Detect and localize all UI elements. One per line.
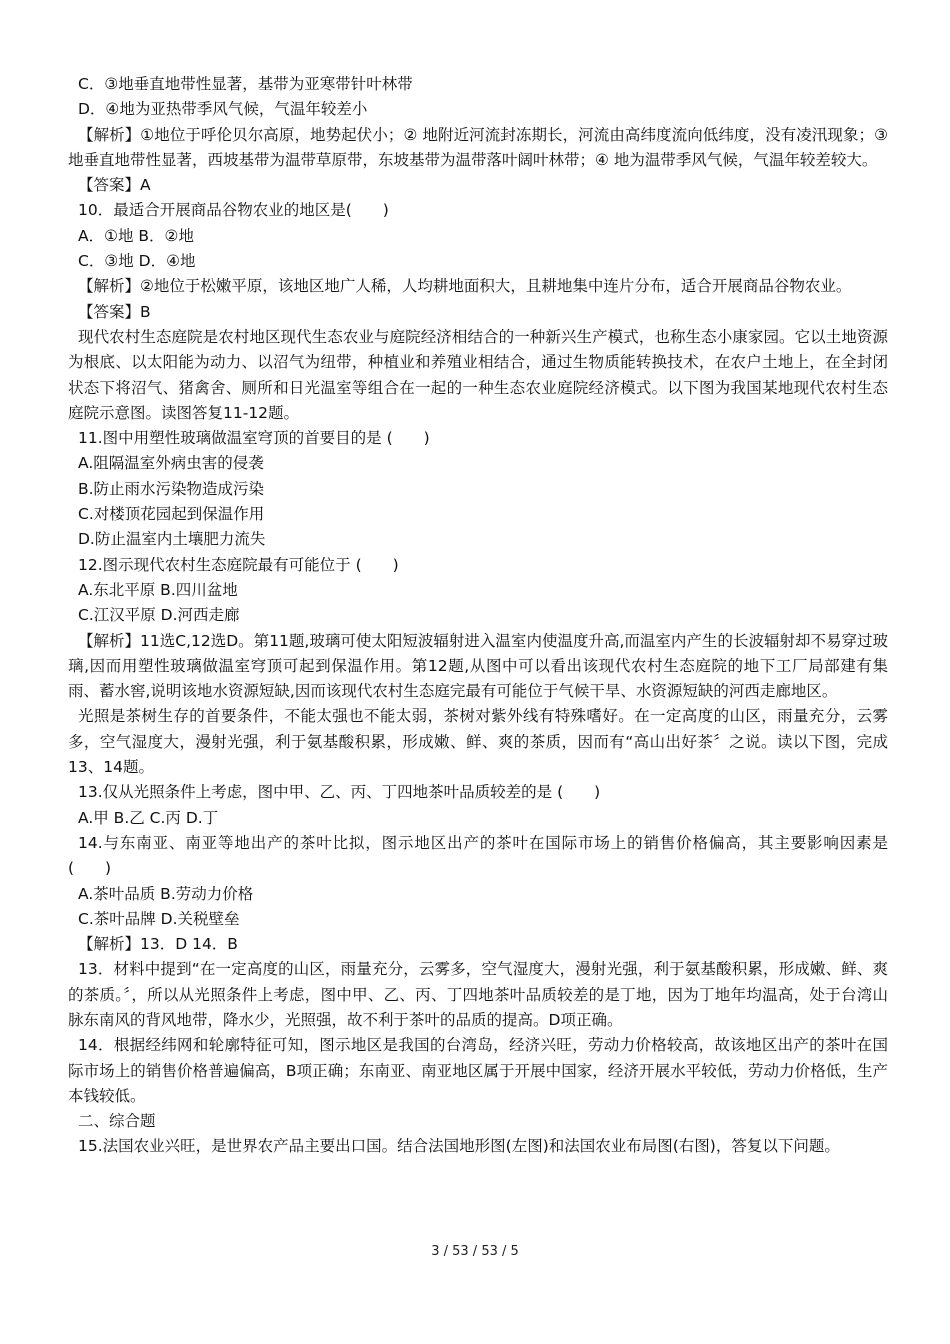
question-13: 13.仅从光照条件上考虑，图中甲、乙、丙、丁四地茶叶品质较差的是 ( ): [78, 783, 601, 802]
option-d-q11: D.防止温室内土壤肥力流失: [78, 530, 266, 549]
option-c-q11: C.对楼顶花园起到保温作用: [78, 505, 265, 524]
document-body: [68, 72, 888, 1160]
question-15: 15.法国农业兴旺，是世界农产品主要出口国。结合法国地形图(左图)和法国农业布局图(右图)，答复以下问题。: [78, 1137, 840, 1156]
question-12: 12.图示现代农村生态庭院最有可能位于 ( ): [78, 555, 399, 574]
answer-q10: 【答案】B: [78, 302, 151, 321]
option-d-q9: D．④地为亚热带季风气候，气温年较差小: [78, 100, 368, 119]
passage-tea: 光照是茶树生存的首要条件，不能太强也不能太弱，茶树对紫外线有特殊嗜好。在一定高度的山区，雨量充分，云雾多，空气湿度大，漫射光强，利于氨基酸积累，形成嫩、鲜、爽的茶质，因而有“高山出好茶〞之说。读以下图，完成13、14题。: [68, 707, 888, 777]
option-b-q11: B.防止雨水污染物造成污染: [78, 479, 265, 498]
options-cd-q14: C.茶叶品牌 D.关税壁垒: [78, 909, 240, 928]
options-q13: A.甲 B.乙 C.丙 D.丁: [78, 808, 219, 827]
analysis-q9: 【解析】①地位于呼伦贝尔高原，地势起伏小；② 地附近河流封冻期长，河流由高纬度流向低纬度，没有凌汛现象；③ 地垂直地带性显著，西坡基带为温带草原带，东坡基带为温带落叶阔叶林带；④ 地为温带季风气候，气温年较差较大。: [68, 125, 888, 169]
analysis-q11-12: 【解析】11选C,12选D。第11题,玻璃可使太阳短波辐射进入温室内使温度升高,而温室内产生的长波辐射却不易穿过玻璃,因而用塑性玻璃做温室穹顶可起到保温作用。第12题,从图中可以看出该现代农村生态庭院的地下工厂局部建有集雨、蓄水窖,说明该地水资源短缺,因而该现代农村生态庭完最有可能位于气候干旱、水资源短缺的河西走廊地区。: [68, 631, 888, 701]
passage-eco-courtyard: 现代农村生态庭院是农村地区现代生态农业与庭院经济相结合的一种新兴生产模式，也称生态小康家园。它以土地资源为根底、以太阳能为动力、以沼气为纽带，种植业和养殖业相结合，通过生物质能转换技术，在农户土地上，在全封闭状态下将沼气、猪禽舍、厕所和日光温室等组合在一起的一种生态农业庭院经济模式。以下图为我国某地现代农村生态庭院示意图。读图答复11-12题。: [68, 327, 888, 422]
answer-q9: 【答案】A: [78, 176, 151, 195]
option-a-q11: A.阻隔温室外病虫害的侵袭: [78, 454, 264, 473]
options-cd-q12: C.江汉平原 D.河西走廊: [78, 606, 240, 625]
analysis-header-q13-14: 【解析】13．D 14．B: [78, 935, 238, 954]
question-14: 14.与东南亚、南亚等地出产的茶叶比拟，图示地区出产的茶叶在国际市场上的销售价格偏高，其主要影响因素是 ( ): [68, 833, 888, 878]
analysis-q10: 【解析】②地位于松嫩平原，该地区地广人稀，人均耕地面积大，且耕地集中连片分布，适合开展商品谷物农业。: [78, 277, 852, 296]
options-ab-q10: A．①地 B．②地: [78, 226, 194, 245]
question-11: 11.图中用塑性玻璃做温室穹顶的首要目的是 ( ): [78, 429, 430, 448]
section-heading-comprehensive: 二、综合题: [78, 1112, 156, 1131]
analysis-q14: 14．根据经纬网和轮廓特征可知，图示地区是我国的台湾岛，经济兴旺，劳动力价格较高，故该地区出产的茶叶在国际市场上的销售价格普遍偏高，B项正确；东南亚、南亚地区属于开展中国家，经济开展水平较低，劳动力价格低，生产本钱较低。: [68, 1036, 888, 1105]
analysis-q13: 13．材料中提到“在一定高度的山区，雨量充分，云雾多，空气湿度大，漫射光强，利于氨基酸积累，形成嫩、鲜、爽的茶质。〞，所以从光照条件上考虑，图中甲、乙、丙、丁四地茶叶品质较差的是丁地，因为丁地年均温高，处于台湾山脉东南风的背风地带，降水少，光照强，故不利于茶叶的品质的提高。D项正确。: [68, 960, 888, 1029]
options-cd-q10: C．③地 D．④地: [78, 252, 196, 271]
page-number: 3 / 53 / 53 / 5: [431, 1244, 519, 1259]
options-ab-q12: A.东北平原 B.四川盆地: [78, 580, 238, 599]
option-c-q9: C．③地垂直地带性显著，基带为亚寒带针叶林带: [78, 75, 413, 93]
question-10: 10．最适合开展商品谷物农业的地区是( ): [78, 201, 389, 220]
options-ab-q14: A.茶叶品质 B.劳动力价格: [78, 884, 254, 903]
